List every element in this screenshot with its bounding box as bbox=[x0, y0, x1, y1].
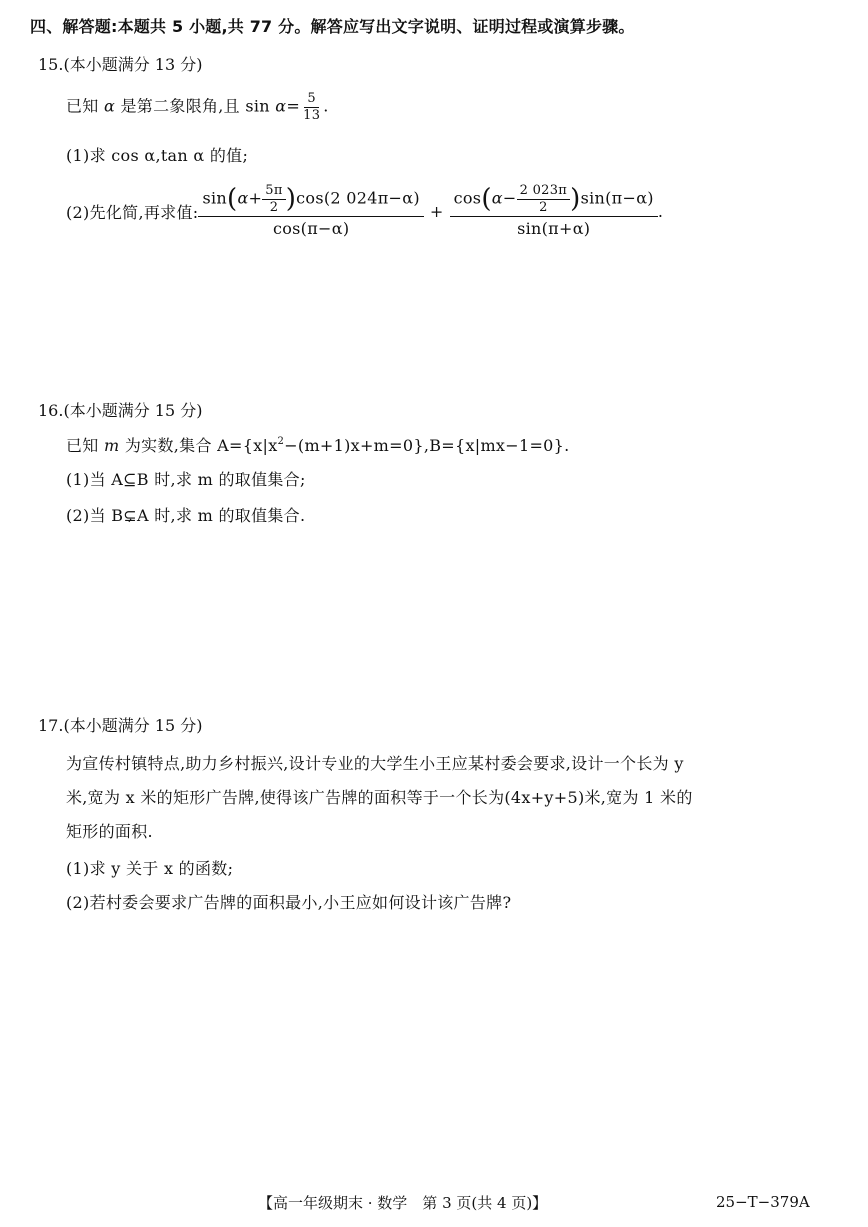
q16-title: 16.(本小题满分 15 分) bbox=[38, 401, 203, 420]
q15-sin-fraction: $\frac{5}{13}$ bbox=[303, 91, 321, 123]
q17-line2: 米,宽为 x 米的矩形广告牌,使得该广告牌的面积等于一个长为(4x+y+5)米,宽为 1 米的 bbox=[66, 788, 693, 807]
q15-fraction-1: sin(α+ $\frac{5\pi}{2}$ )cos(2 024π−α) cos(π−α) bbox=[198, 184, 423, 238]
q17-line1: 为宣传村镇特点,助力乡村振兴,设计专业的大学生小王应某村委会要求,设计一个长为 y bbox=[66, 754, 684, 773]
q16-premise: 已知 m 为实数,集合 $A=\{x|x^2-(m+1)x+m=0\},B=\{x|mx-1=0\}$. bbox=[66, 436, 570, 455]
q17-part1: (1)求 y 关于 x 的函数; bbox=[66, 859, 234, 878]
q15-premise: 已知 α 是第二象限角,且 sin α= $\frac{5}{13}$ . bbox=[66, 91, 329, 123]
q15-title: 15.(本小题满分 13 分) bbox=[38, 55, 203, 74]
q16-part2: (2)当 B⊊A 时,求 m 的取值集合. bbox=[66, 506, 306, 525]
section-heading: 四、解答题:本题共 5 小题,共 77 分。解答应写出文字说明、证明过程或演算步骤。 bbox=[30, 17, 635, 36]
q17-part2: (2)若村委会要求广告牌的面积最小,小王应如何设计该广告牌? bbox=[66, 893, 512, 912]
paper-code: 25−T−379A bbox=[716, 1193, 810, 1211]
q16-part1: (1)当 A⊆B 时,求 m 的取值集合; bbox=[66, 470, 306, 489]
q15-part1: (1)求 cos α,tan α 的值; bbox=[66, 146, 249, 165]
q17-title: 17.(本小题满分 15 分) bbox=[38, 716, 203, 735]
q17-line3: 矩形的面积. bbox=[66, 822, 153, 841]
page-footer: 【高一年级期末 · 数学 第 3 页(共 4 页)】 bbox=[258, 1194, 548, 1212]
q15-part2: (2)先化简,再求值: sin(α+ $\frac{5\pi}{2}$ )cos(2 024π−α) cos(π−α) + cos(α− $\frac{2 023\pi}{2}$ )sin(π−α) sin(π+α) . bbox=[66, 183, 664, 239]
q15-fraction-2: cos(α− $\frac{2 023\pi}{2}$ )sin(π−α) sin(π+α) bbox=[450, 184, 658, 238]
